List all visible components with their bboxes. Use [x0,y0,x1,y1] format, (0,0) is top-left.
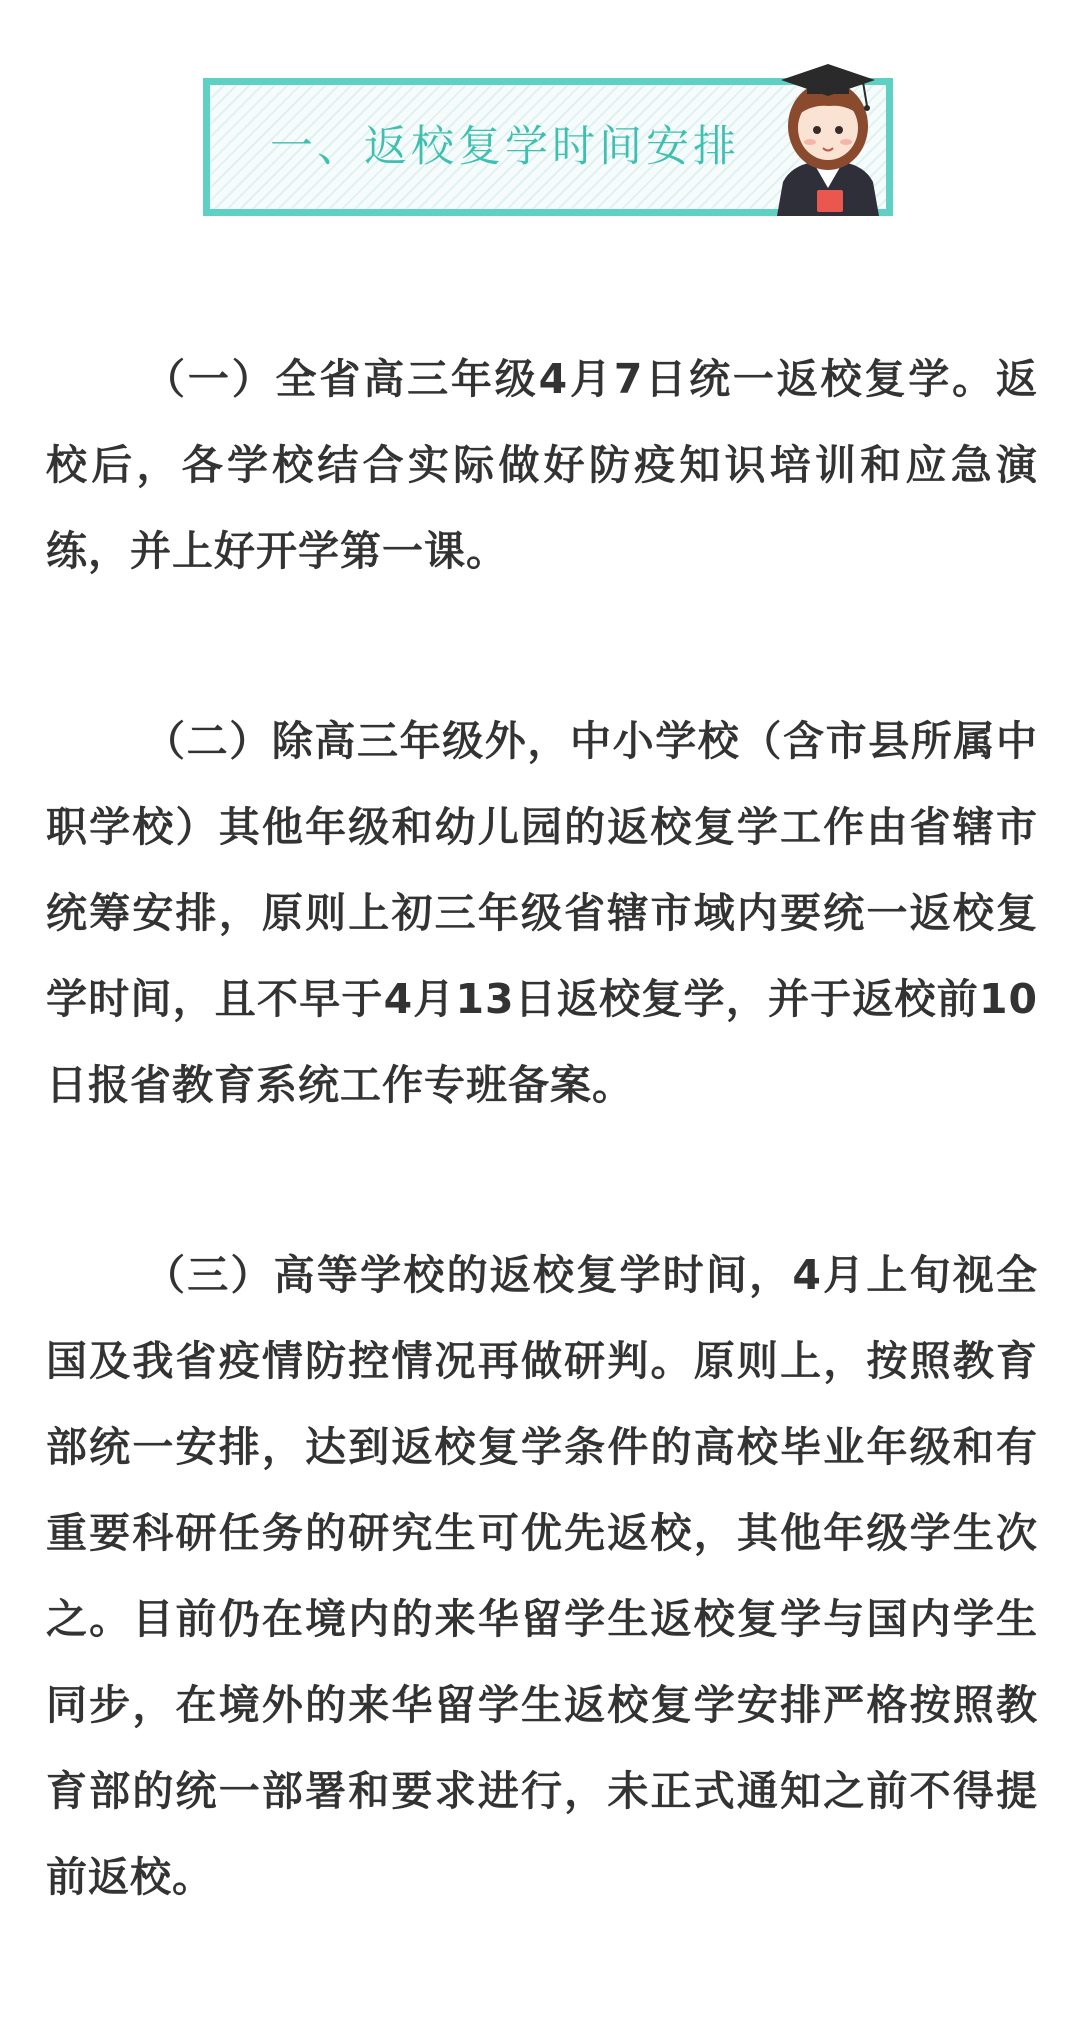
section-banner [203,78,893,216]
paragraph-3: （三）高等学校的返校复学时间，4月上旬视全国及我省疫情防控情况再做研判。原则上，按照教育部统一安排，达到返校复学条件的高校毕业年级和有重要科研任务的研究生可优先返校，其他年级学生次之。目前仍在境内的来华留学生返校复学与国内学生同步，在境外的来华留学生返校复学安排严格按照教育部的统一部署和要求进行，未正式通知之前不得提前返校。 [46,1251,1038,1901]
paragraph-1: （一）全省高三年级4月7日统一返校复学。返校后，各学校结合实际做好防疫知识培训和应急演练，并上好开学第一课。 [46,355,1038,575]
graduate-girl-icon [763,50,893,216]
paragraph-2: （二）除高三年级外，中小学校（含市县所属中职学校）其他年级和幼儿园的返校复学工作由省辖市统筹安排，原则上初三年级省辖市域内要统一返校复学时间，且不早于4月13日返校复学，并于返校前10日报省教育系统工作专班备案。 [46,717,1038,1109]
article-body [46,336,1038,2024]
section-title: 一、返校复学时间安排 [270,122,740,172]
